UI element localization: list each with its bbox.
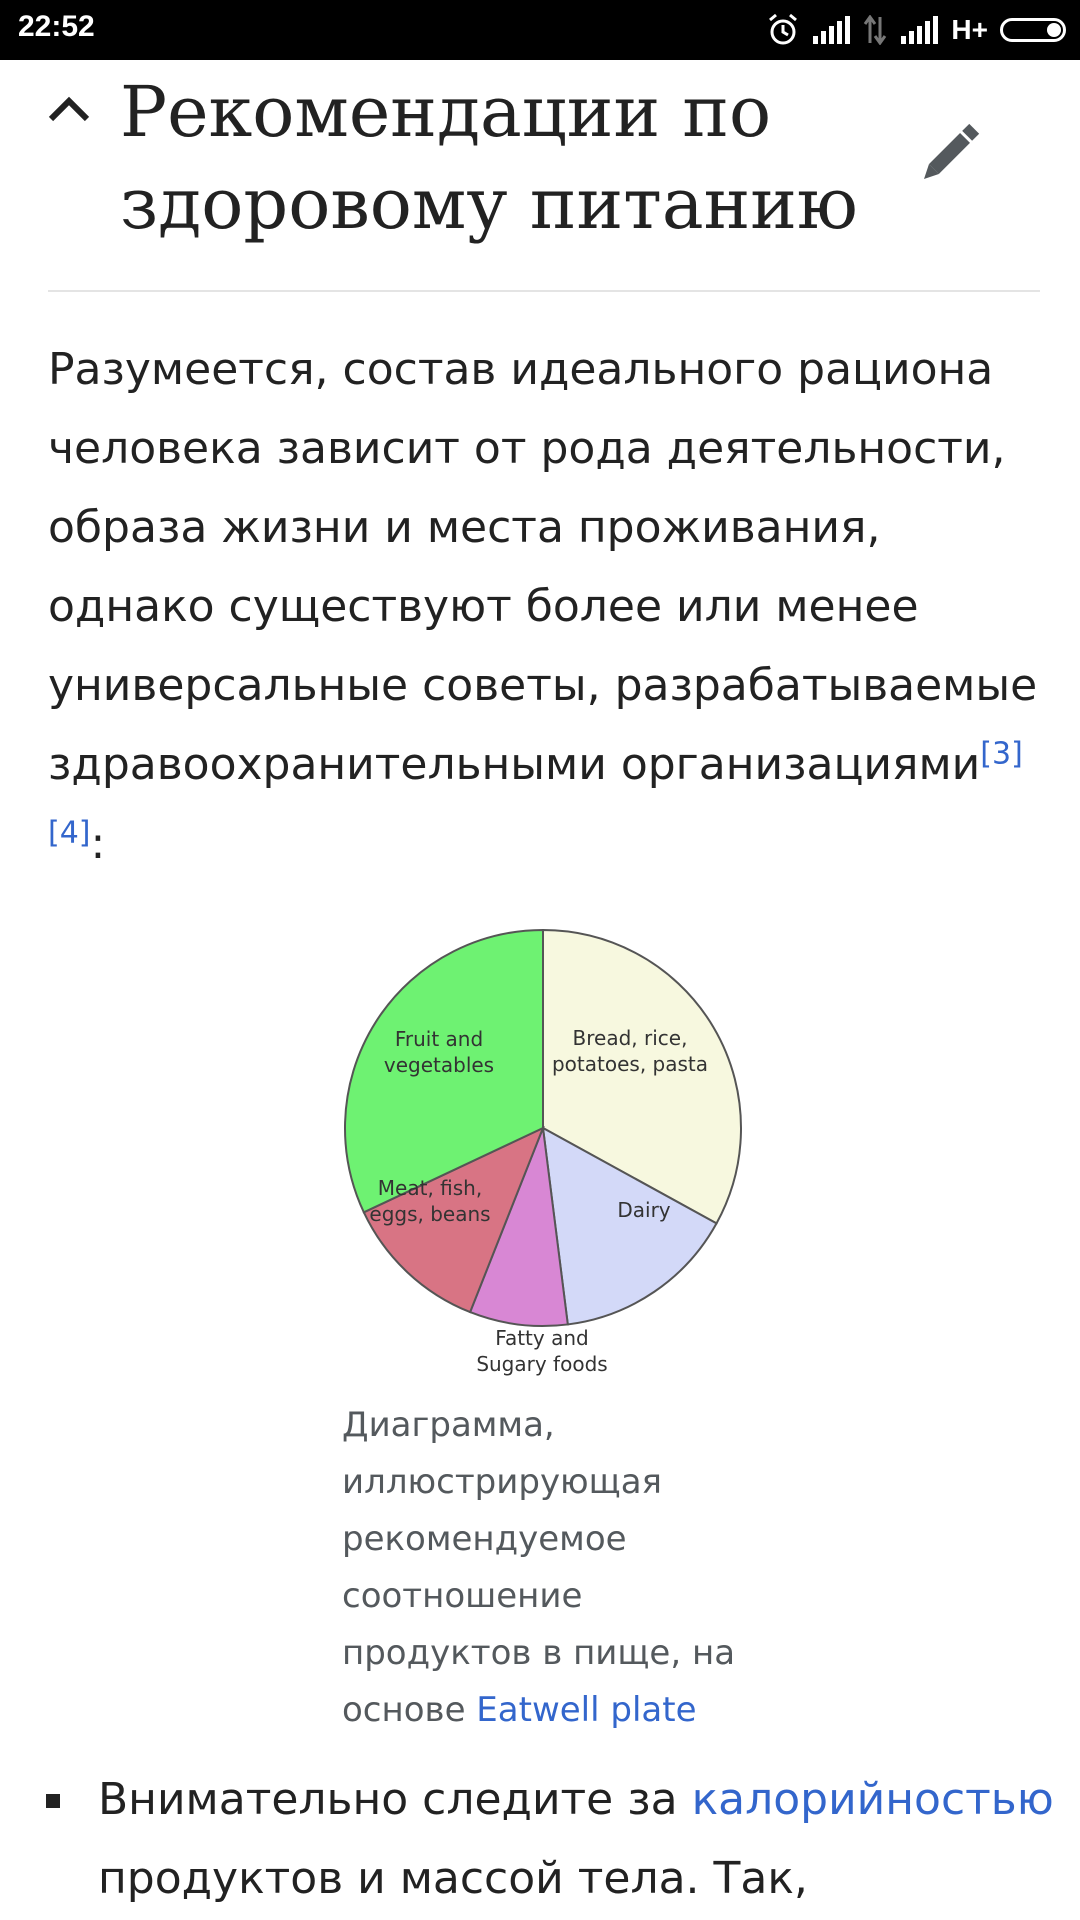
status-icons bbox=[767, 10, 1066, 50]
status-bar bbox=[0, 0, 1080, 60]
bullet bbox=[46, 1794, 60, 1808]
section-title: Рекомендации по здоровому питанию bbox=[120, 71, 858, 245]
chevron-up-icon[interactable] bbox=[44, 86, 94, 136]
advice-list bbox=[0, 1760, 1080, 1918]
pie-slice-label: Fruit and vegetables bbox=[383, 1027, 495, 1077]
alarm-icon bbox=[767, 13, 799, 47]
eatwell-plate-link[interactable]: Eatwell plate bbox=[476, 1690, 697, 1730]
figure-caption bbox=[342, 1397, 782, 1739]
pie-slice-label: Bread, rice, potatoes, pasta bbox=[551, 1026, 709, 1076]
pie-slice-label: Dairy bbox=[617, 1198, 671, 1222]
intro-paragraph bbox=[48, 330, 1048, 883]
list-item-text: Внимательно следите за bbox=[98, 1774, 692, 1825]
signal-icon bbox=[899, 16, 939, 44]
pencil-icon[interactable] bbox=[918, 115, 988, 185]
data-transfer-icon bbox=[863, 15, 887, 45]
network-type: H+ bbox=[951, 14, 988, 45]
battery-icon bbox=[1000, 18, 1066, 42]
calorie-link[interactable]: калорийностью bbox=[691, 1774, 1054, 1825]
section-header[interactable] bbox=[0, 60, 1080, 292]
status-time: 22:52 bbox=[18, 10, 95, 43]
figure bbox=[330, 920, 790, 1730]
reference-link-3[interactable]: [3] bbox=[980, 736, 1023, 772]
intro-text: Разумеется, состав идеального рациона человека зависит от рода деятельности, образа жизни и места проживания, однако существуют более или менее универсальные советы, разрабатываемые здравоохранительными организациями bbox=[48, 344, 1038, 790]
intro-tail: : bbox=[90, 818, 106, 869]
list-item bbox=[0, 1760, 1058, 1918]
section-divider bbox=[48, 290, 1040, 292]
signal-icon bbox=[811, 16, 851, 44]
pie-chart[interactable] bbox=[330, 920, 790, 1385]
pie-slice-label: Meat, fish, eggs, beans bbox=[369, 1176, 491, 1226]
list-item-tail: продуктов и массой тела. Так, bbox=[98, 1853, 808, 1904]
reference-link-4[interactable]: [4] bbox=[48, 815, 91, 851]
caption-text: Диаграмма, иллюстрирующая рекомендуемое соотношение продуктов в пище, на основе bbox=[342, 1405, 736, 1730]
pie-slice-label: Fatty and Sugary foods bbox=[476, 1326, 608, 1376]
